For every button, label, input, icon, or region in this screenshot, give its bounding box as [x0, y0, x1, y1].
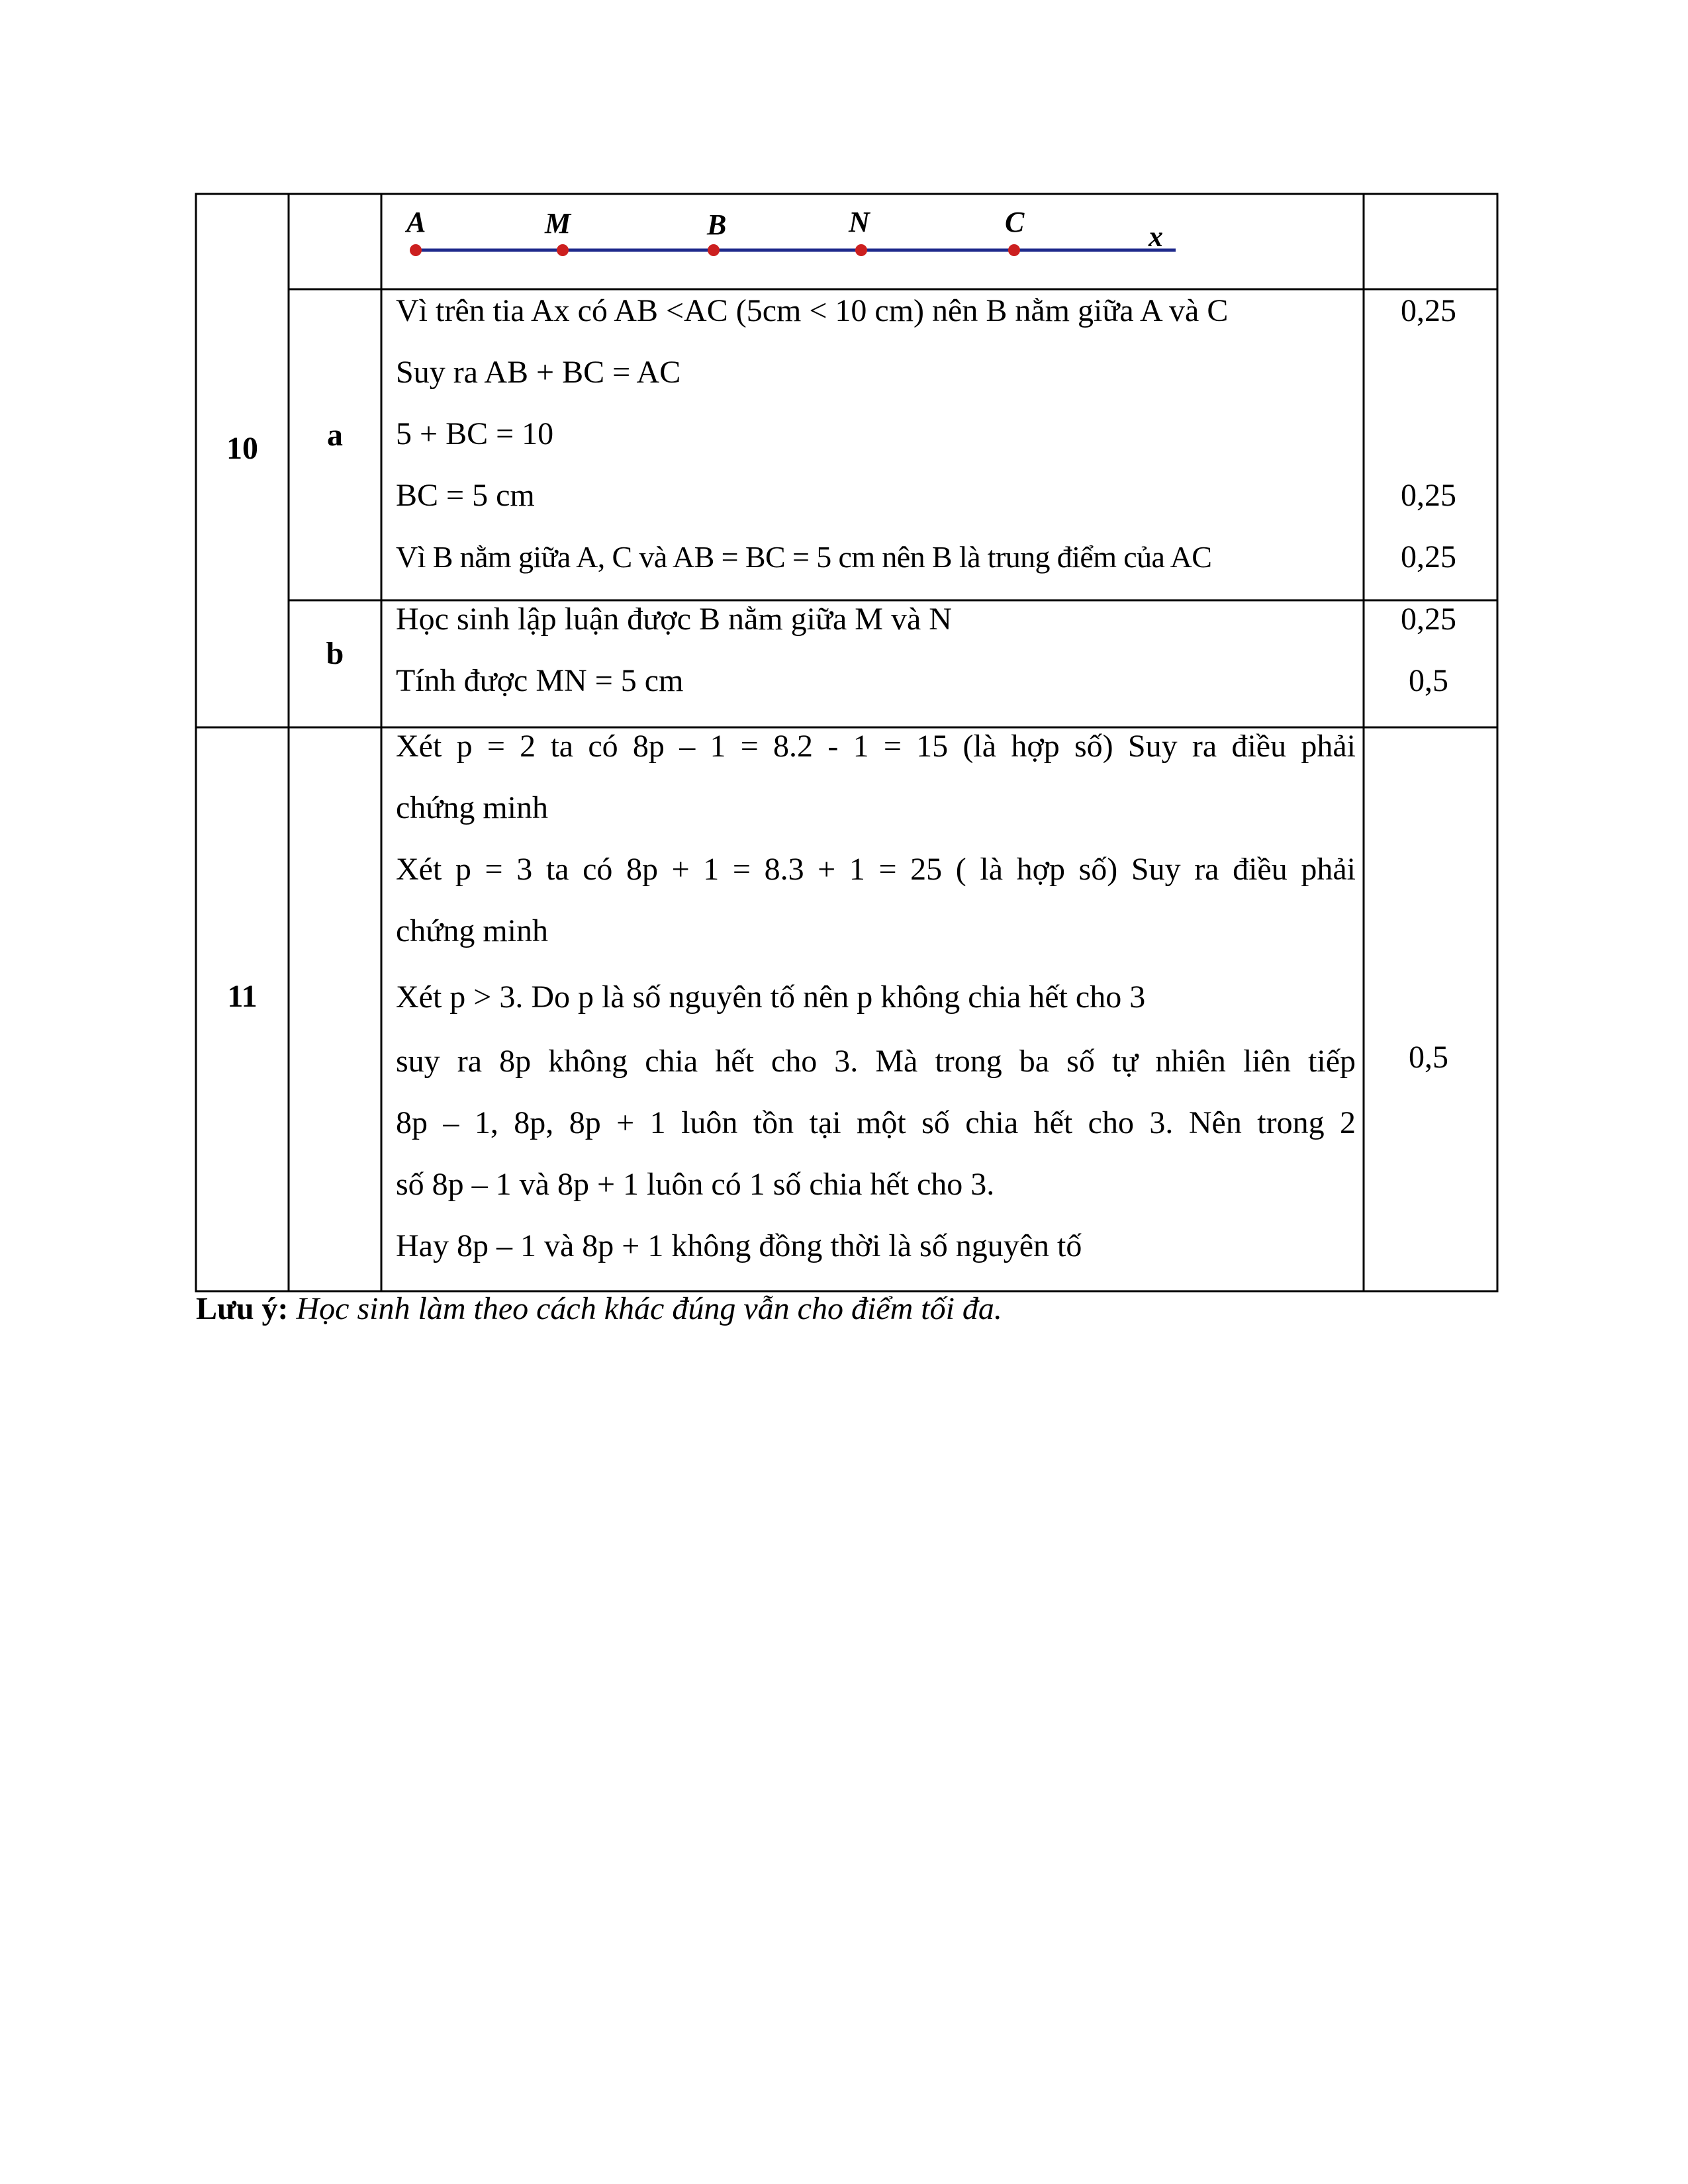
q10a-line-2: Suy ra AB + BC = AC	[396, 355, 681, 390]
q10a-line-5: Vì B nằm giữa A, C và AB = BC = 5 cm nên B là trung điểm của AC	[396, 540, 1212, 574]
q11-line-8: số 8p – 1 và 8p + 1 luôn có 1 số chia hết cho 3.	[396, 1167, 995, 1202]
footnote-label: Lưu ý:	[196, 1291, 289, 1326]
point-label-m: M	[545, 207, 571, 240]
q11-score: 0,5	[1409, 1040, 1448, 1075]
q10b-score-2: 0,5	[1409, 663, 1448, 698]
q10a-score-1: 0,25	[1401, 293, 1456, 328]
q11-line-9: Hay 8p – 1 và 8p + 1 không đồng thời là số nguyên tố	[396, 1228, 1082, 1263]
q11-line-5: Xét p > 3. Do p là số nguyên tố nên p không chia hết cho 3	[396, 979, 1146, 1015]
q10a-line-4: BC = 5 cm	[396, 478, 535, 513]
ray-points	[381, 199, 1308, 278]
footnote-text: Học sinh làm theo cách khác đúng vẫn cho điểm tối đa.	[296, 1291, 1002, 1326]
point-c	[1008, 244, 1020, 256]
q11-line-4: chứng minh	[396, 913, 548, 948]
question-number-10: 10	[226, 431, 258, 466]
part-label-a: a	[327, 418, 343, 453]
q10a-line-1: Vì trên tia Ax có AB <AC (5cm < 10 cm) nên B nằm giữa A và C	[396, 293, 1229, 328]
q11-line-1: Xét p = 2 ta có 8p – 1 = 8.2 - 1 = 15 (là hợp số) Suy ra điều phải	[396, 729, 1356, 764]
q11-line-2: chứng minh	[396, 790, 548, 825]
point-label-a: A	[406, 206, 426, 238]
point-a	[410, 244, 422, 256]
part-label-b: b	[326, 636, 344, 671]
footnote	[196, 1291, 1002, 1328]
q11-line-6: suy ra 8p không chia hết cho 3. Mà trong ba số tự nhiên liên tiếp	[396, 1044, 1356, 1079]
ray-end-label: x	[1149, 220, 1163, 253]
q10b-line-2: Tính được MN = 5 cm	[396, 663, 684, 698]
question-number-11: 11	[227, 979, 258, 1014]
point-label-n: N	[849, 206, 870, 238]
q11-line-3: Xét p = 3 ta có 8p + 1 = 8.3 + 1 = 25 ( là hợp số) Suy ra điều phải	[396, 852, 1356, 887]
q10a-line-3: 5 + BC = 10	[396, 416, 554, 451]
point-n	[855, 244, 867, 256]
q10b-score-1: 0,25	[1401, 602, 1456, 637]
q11-line-7: 8p – 1, 8p, 8p + 1 luôn tồn tại một số chia hết cho 3. Nên trong 2	[396, 1105, 1356, 1140]
q10b-line-1: Học sinh lập luận được B nằm giữa M và N	[396, 602, 952, 637]
point-m	[557, 244, 569, 256]
point-label-c: C	[1005, 206, 1025, 238]
point-b	[708, 244, 720, 256]
q10a-score-2: 0,25	[1401, 478, 1456, 513]
q10a-score-3: 0,25	[1401, 539, 1456, 574]
point-label-b: B	[707, 208, 727, 241]
